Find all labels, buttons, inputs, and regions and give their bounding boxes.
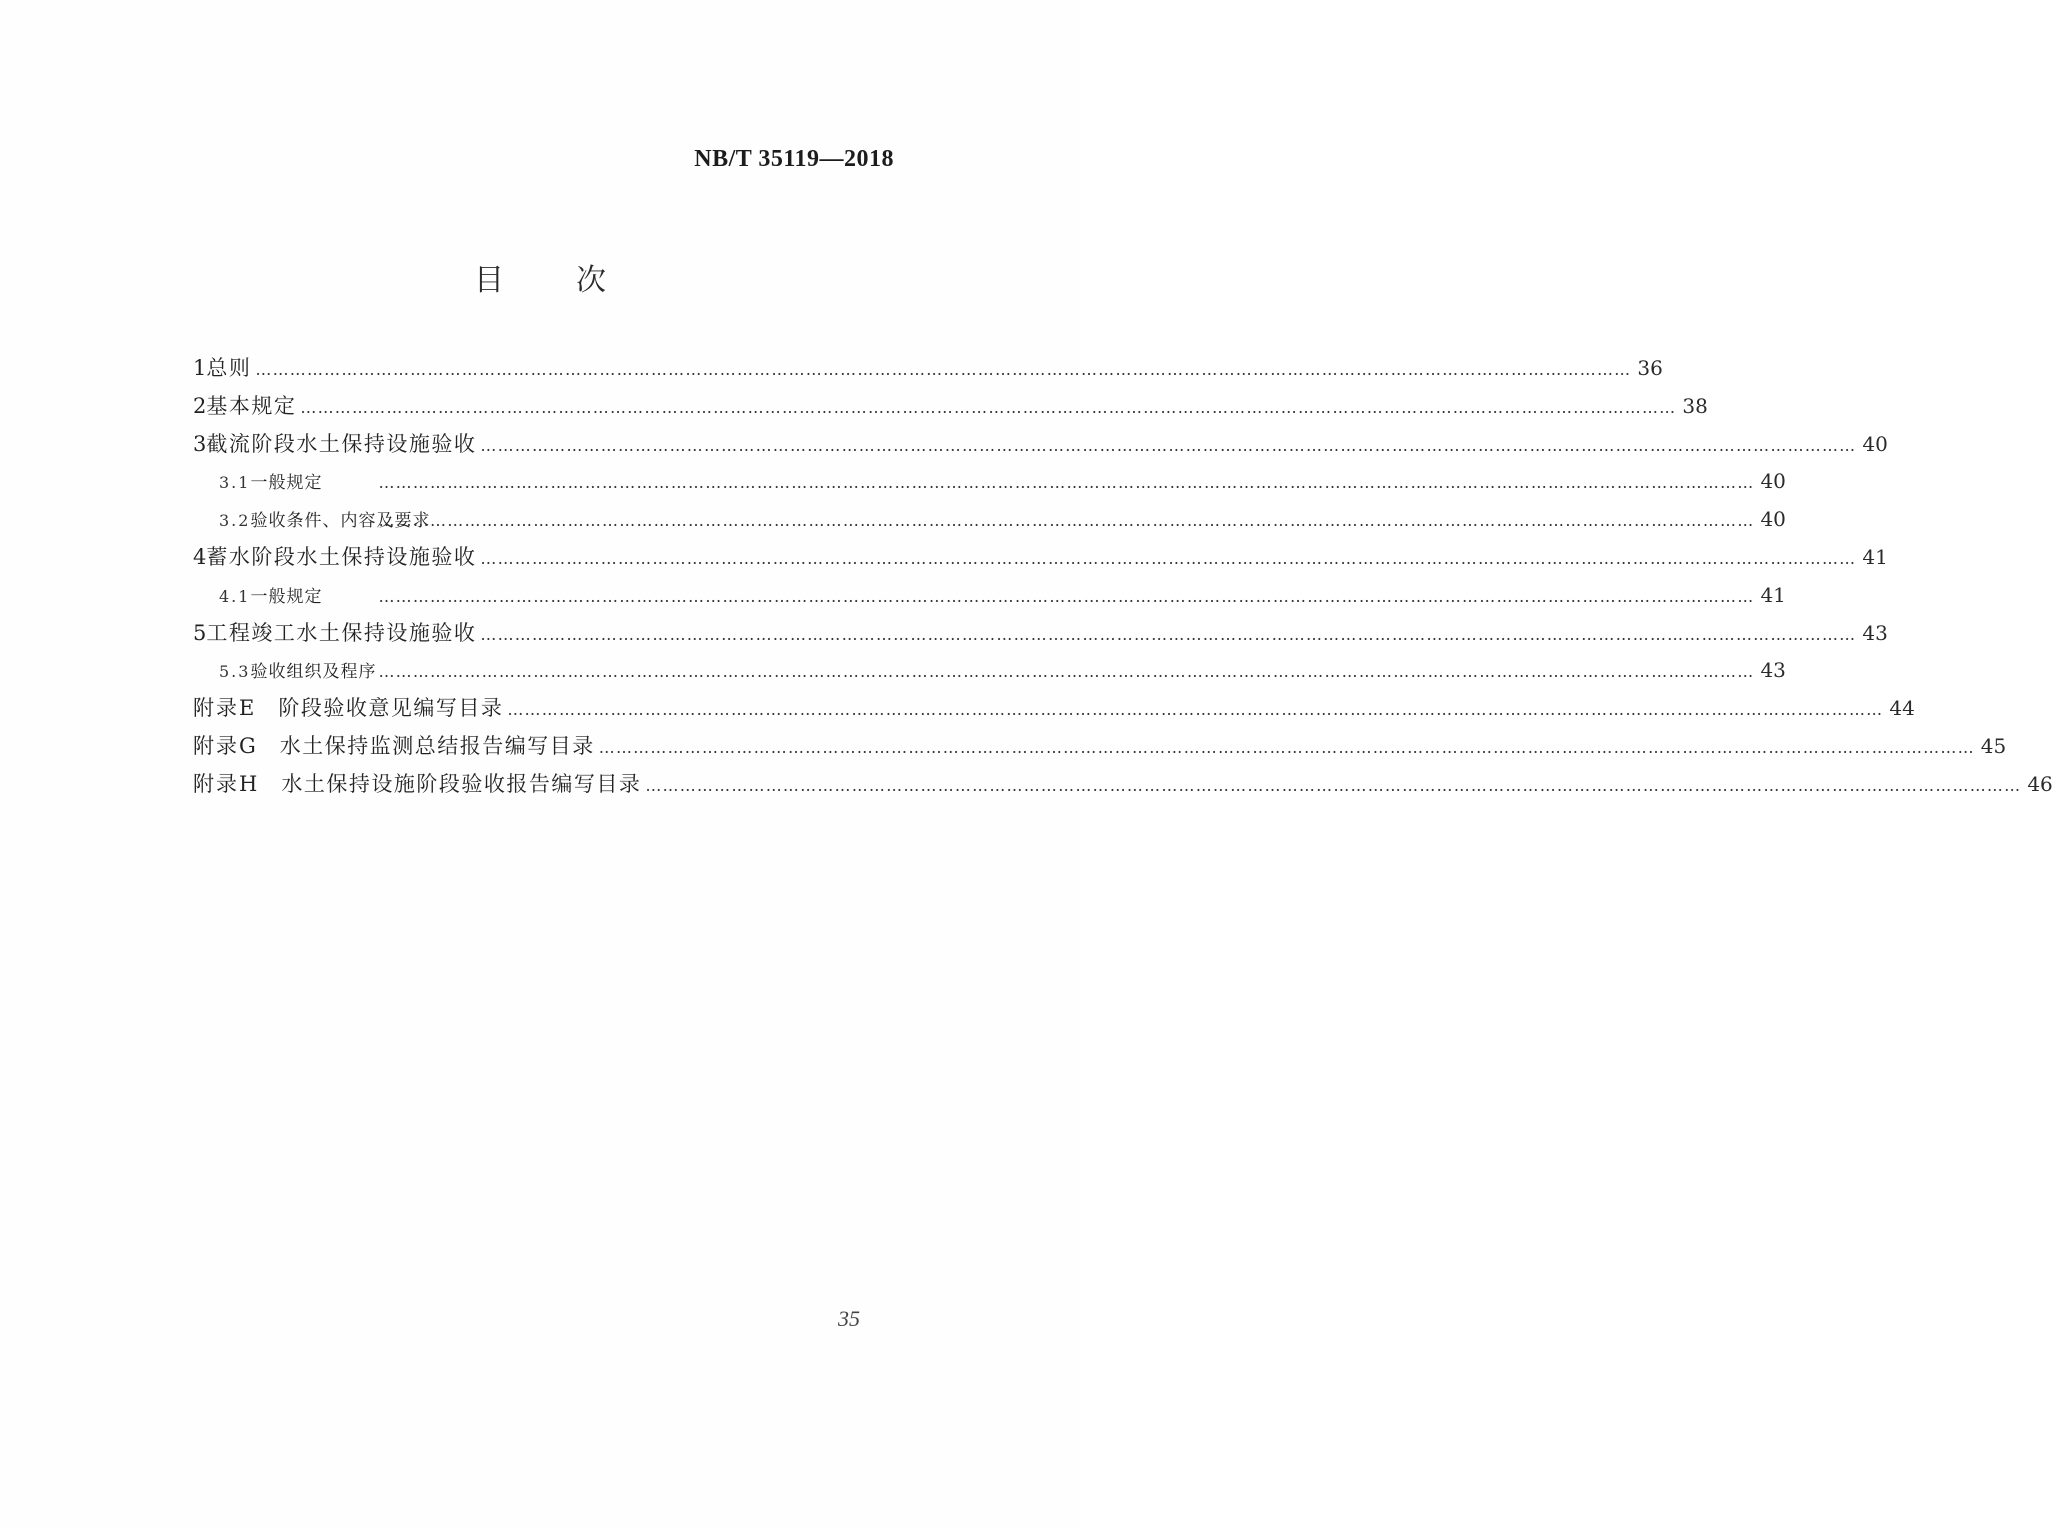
toc-leader-dots: …………………………………………………………………………………………………………………………………………………………………………………………………………………… bbox=[378, 662, 1755, 682]
toc-leader-dots: …………………………………………………………………………………………………………………………………………………………………………………………………………………… bbox=[300, 397, 1677, 417]
toc-entry-number: 附录E bbox=[193, 696, 257, 721]
toc-entry bbox=[193, 615, 1888, 653]
toc-entry-number: 5 bbox=[193, 620, 207, 645]
toc-entry-label: 一般规定 bbox=[250, 586, 323, 607]
toc-entry-label: 验收组织及程序 bbox=[250, 662, 377, 683]
toc-entry-number: 5.3 bbox=[219, 662, 251, 682]
toc-entry-label: 验收条件、内容及要求 bbox=[250, 511, 431, 532]
toc-entry-number: 2 bbox=[193, 393, 207, 418]
page-number: 35 bbox=[838, 1306, 860, 1331]
toc-entry-number: 4.1 bbox=[219, 586, 251, 606]
toc-title-char: 次 bbox=[576, 263, 606, 298]
toc-entry-label: 工程竣工水土保持设施验收 bbox=[206, 620, 477, 645]
toc-leader-dots: …………………………………………………………………………………………………………………………………………………………………………………………………………………… bbox=[480, 548, 1857, 568]
toc-entry-number: 3 bbox=[193, 431, 207, 456]
toc-entry bbox=[193, 388, 1708, 426]
toc-title bbox=[0, 255, 1080, 299]
toc-entry-label: 截流阶段水土保持设施验收 bbox=[206, 431, 477, 456]
standard-code: NB/T 35119—2018 bbox=[694, 146, 894, 172]
toc-entry bbox=[193, 766, 2053, 804]
toc-entry bbox=[193, 350, 1663, 388]
toc-entry bbox=[193, 426, 1888, 464]
toc-leader-dots: …………………………………………………………………………………………………………………………………………………………………………………………………………………… bbox=[480, 624, 1857, 644]
toc-entry-number: 附录G bbox=[193, 733, 258, 758]
toc-entry bbox=[193, 728, 2007, 766]
toc-entry-number: 1 bbox=[193, 356, 207, 380]
toc-leader-dots: …………………………………………………………………………………………………………………………………………………………………………………………………………………… bbox=[378, 511, 1755, 531]
toc-entry bbox=[193, 690, 1915, 728]
toc-entry-label: 水土保持设施阶段验收报告编写目录 bbox=[281, 771, 642, 796]
toc-leader-dots: …………………………………………………………………………………………………………………………………………………………………………………………………………………… bbox=[645, 775, 2022, 795]
toc-entry-number: 3.1 bbox=[219, 473, 251, 493]
toc-entry bbox=[193, 539, 1888, 577]
toc-entry-number: 3.2 bbox=[219, 511, 251, 531]
toc-entry-page: 46 bbox=[2027, 771, 2053, 796]
toc-entry-label: 蓄水阶段水土保持设施验收 bbox=[206, 544, 477, 569]
toc-entry-page: 41 bbox=[1862, 544, 1888, 569]
toc-leader-dots: …………………………………………………………………………………………………………………………………………………………………………………………………………………… bbox=[255, 360, 1632, 379]
toc-entry-page: 41 bbox=[1760, 582, 1786, 607]
toc-entry bbox=[193, 463, 1786, 501]
toc-leader-dots: …………………………………………………………………………………………………………………………………………………………………………………………………………………… bbox=[378, 586, 1755, 606]
toc-leader-dots: …………………………………………………………………………………………………………………………………………………………………………………………………………………… bbox=[598, 737, 1975, 757]
toc-leader-dots: …………………………………………………………………………………………………………………………………………………………………………………………………………………… bbox=[507, 700, 1884, 720]
toc-entry bbox=[193, 501, 1786, 539]
toc-entry-page: 36 bbox=[1637, 356, 1663, 380]
toc-entry-page: 38 bbox=[1682, 393, 1708, 418]
toc-entry bbox=[193, 577, 1786, 615]
toc-leader-dots: …………………………………………………………………………………………………………………………………………………………………………………………………………………… bbox=[480, 435, 1857, 455]
toc-entry-page: 40 bbox=[1760, 469, 1786, 494]
toc-entry-label: 基本规定 bbox=[206, 393, 297, 418]
toc-entry-page: 40 bbox=[1760, 507, 1786, 532]
table-of-contents bbox=[193, 350, 2053, 804]
toc-leader-dots: …………………………………………………………………………………………………………………………………………………………………………………………………………………… bbox=[378, 473, 1755, 493]
toc-entry-number: 4 bbox=[193, 544, 207, 569]
toc-entry-page: 44 bbox=[1889, 696, 1915, 721]
toc-entry-label: 一般规定 bbox=[250, 473, 323, 494]
toc-entry-number: 附录H bbox=[193, 771, 260, 796]
toc-entry-label: 水土保持监测总结报告编写目录 bbox=[279, 733, 595, 758]
toc-entry-label: 阶段验收意见编写目录 bbox=[278, 696, 504, 721]
toc-title-char: 目 bbox=[474, 263, 504, 298]
toc-entry-page: 43 bbox=[1760, 658, 1786, 683]
toc-entry-label: 总则 bbox=[206, 356, 252, 380]
toc-entry-page: 43 bbox=[1862, 620, 1888, 645]
toc-entry-page: 45 bbox=[1980, 733, 2007, 758]
toc-entry bbox=[193, 652, 1786, 690]
toc-entry-page: 40 bbox=[1862, 431, 1888, 456]
